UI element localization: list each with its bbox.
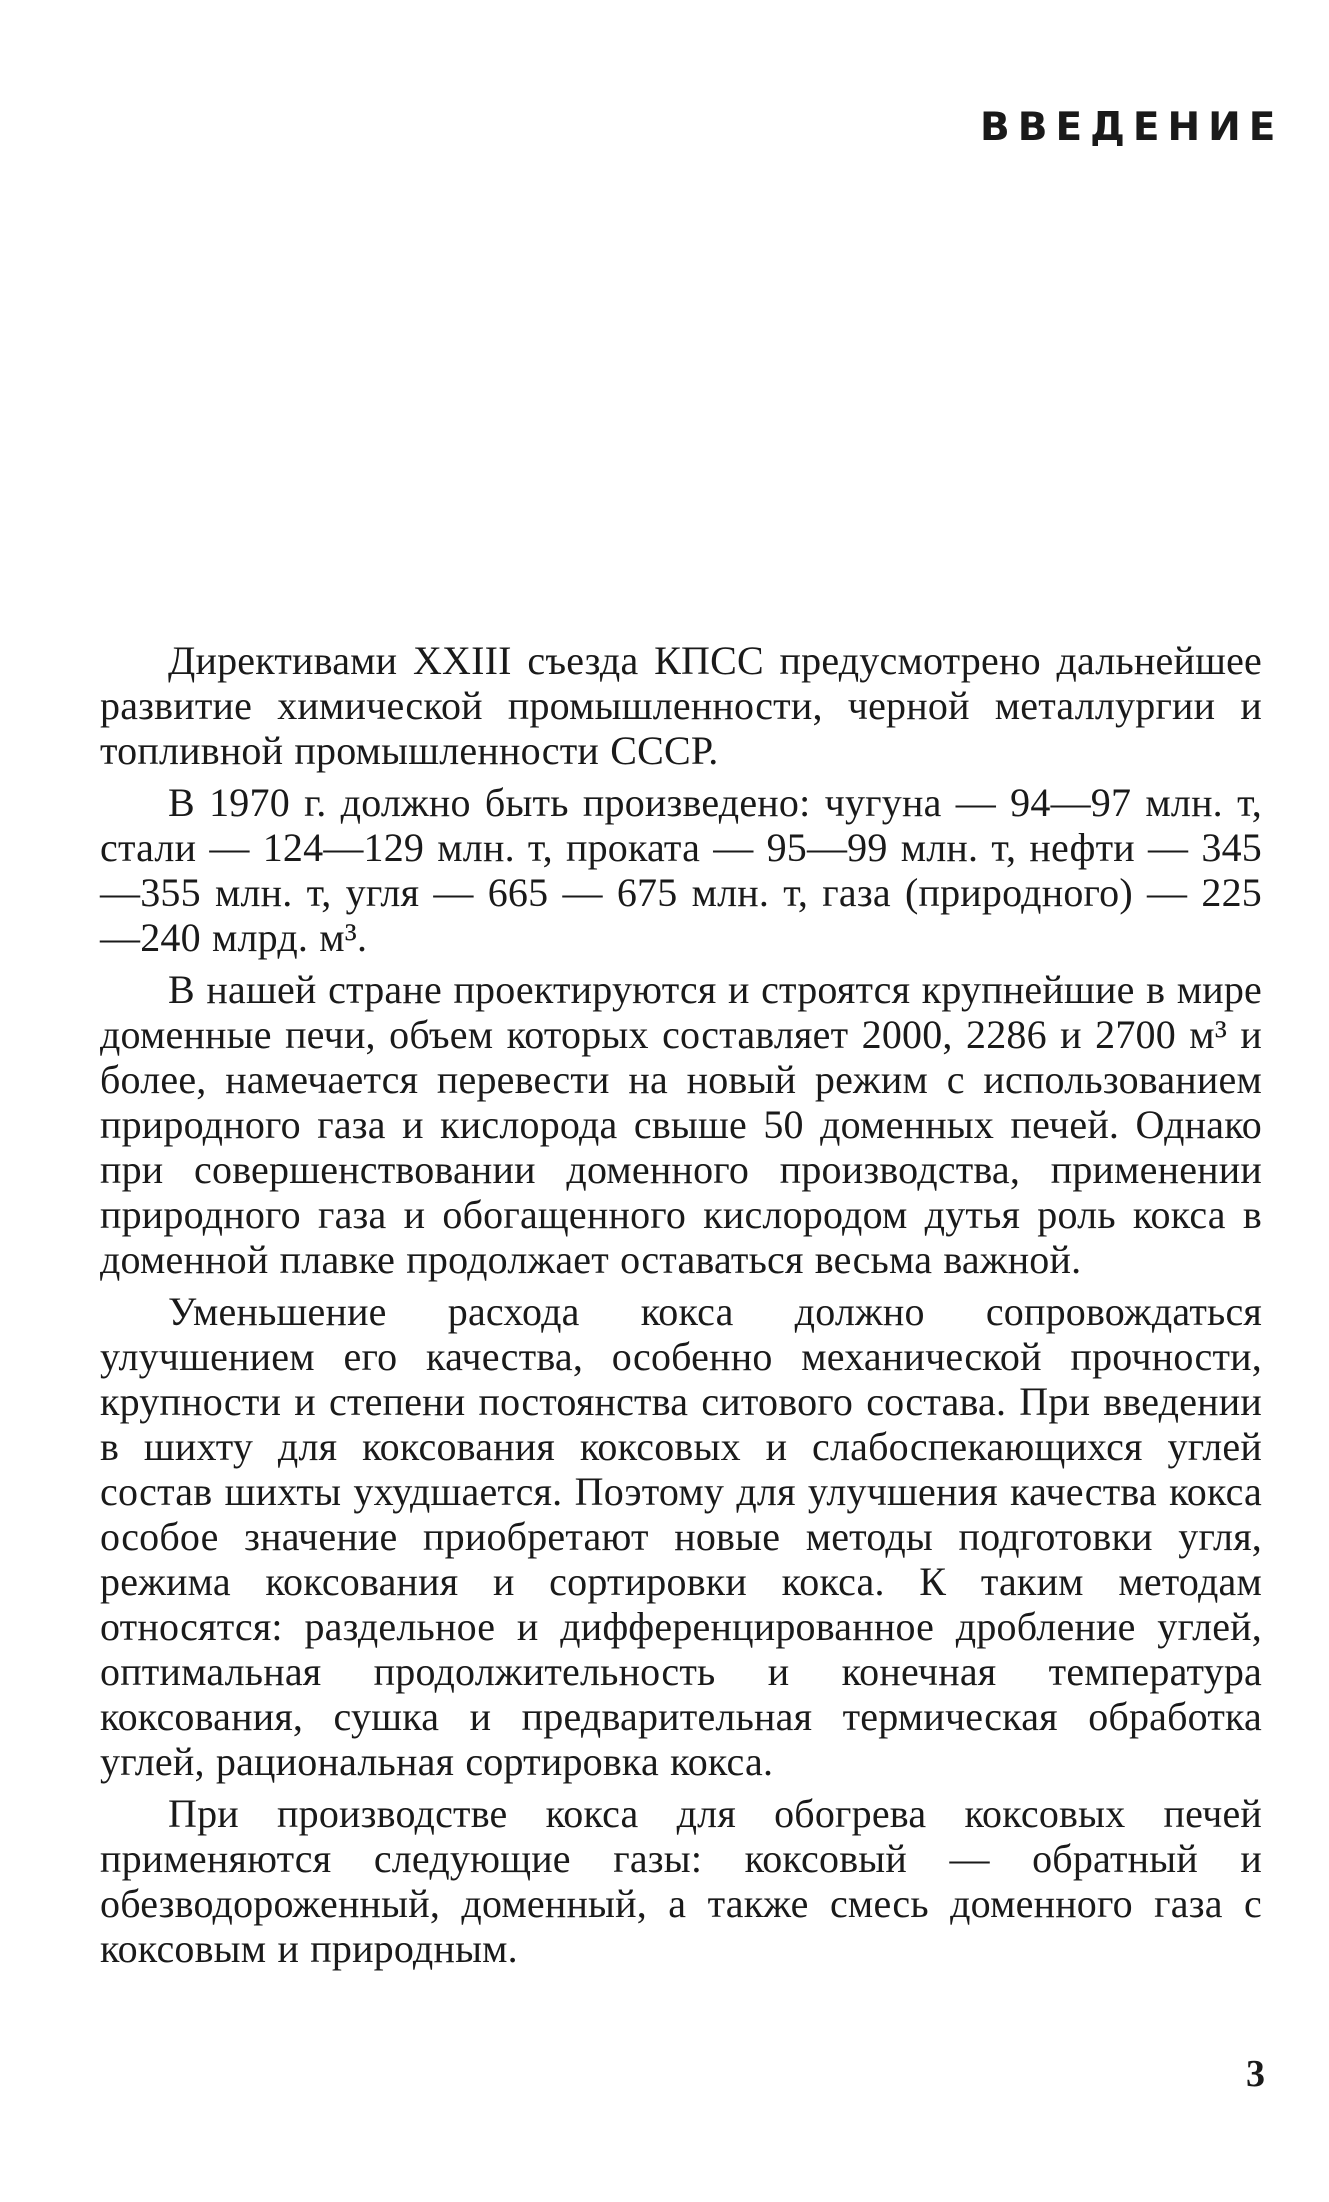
paragraph-directives: Директивами XXIII съезда КПСС предусмотрено дальнейшее развитие химической промышленности, черной металлургии и топливной промышленности СССР. xyxy=(100,638,1262,773)
section-heading: ВВЕДЕНИЕ xyxy=(980,105,1284,150)
page-number: 3 xyxy=(1246,2053,1265,2095)
paragraph-blast-furnaces: В нашей стране проектируются и строятся крупнейшие в мире доменные печи, объем которых составляет 2000, 2286 и 2700 м³ и более, намечается перевести на новый режим с использованием природного газа и кислорода свыше 50 доменных печей. Однако при совершенствовании доменного производства, применении природного газа и обогащенного кислородом дутья роль кокса в доменной плавке продолжает оставаться весьма важной. xyxy=(100,967,1262,1282)
paragraph-heating-gases: При производстве кокса для обогрева коксовых печей применяются следующие газы: коксовый — обратный и обезводороженный, доменный, а также смесь доменного газа с коксовым и природным. xyxy=(100,1791,1262,1971)
paragraph-coke-quality: Уменьшение расхода кокса должно сопровождаться улучшением его качества, особенно механической прочности, крупности и степени постоянства ситового состава. При введении в шихту для коксования коксовых и слабоспекающихся углей состав шихты ухудшается. Поэтому для улучшения качества кокса особое значение приобретают новые методы подготовки угля, режима коксования и сортировки кокса. К таким методам относятся: раздельное и дифференцированное дробление углей, оптимальная продолжительность и конечная температура коксования, сушка и предварительная термическая обработка углей, рациональная сортировка кокса. xyxy=(100,1289,1262,1784)
paragraph-production-targets: В 1970 г. должно быть произведено: чугуна — 94—97 млн. т, стали — 124—129 млн. т, проката — 95—99 млн. т, нефти — 345—355 млн. т, угля — 665 — 675 млн. т, газа (природного) — 225—240 млрд. м³. xyxy=(100,780,1262,960)
body-text xyxy=(100,638,1262,1971)
